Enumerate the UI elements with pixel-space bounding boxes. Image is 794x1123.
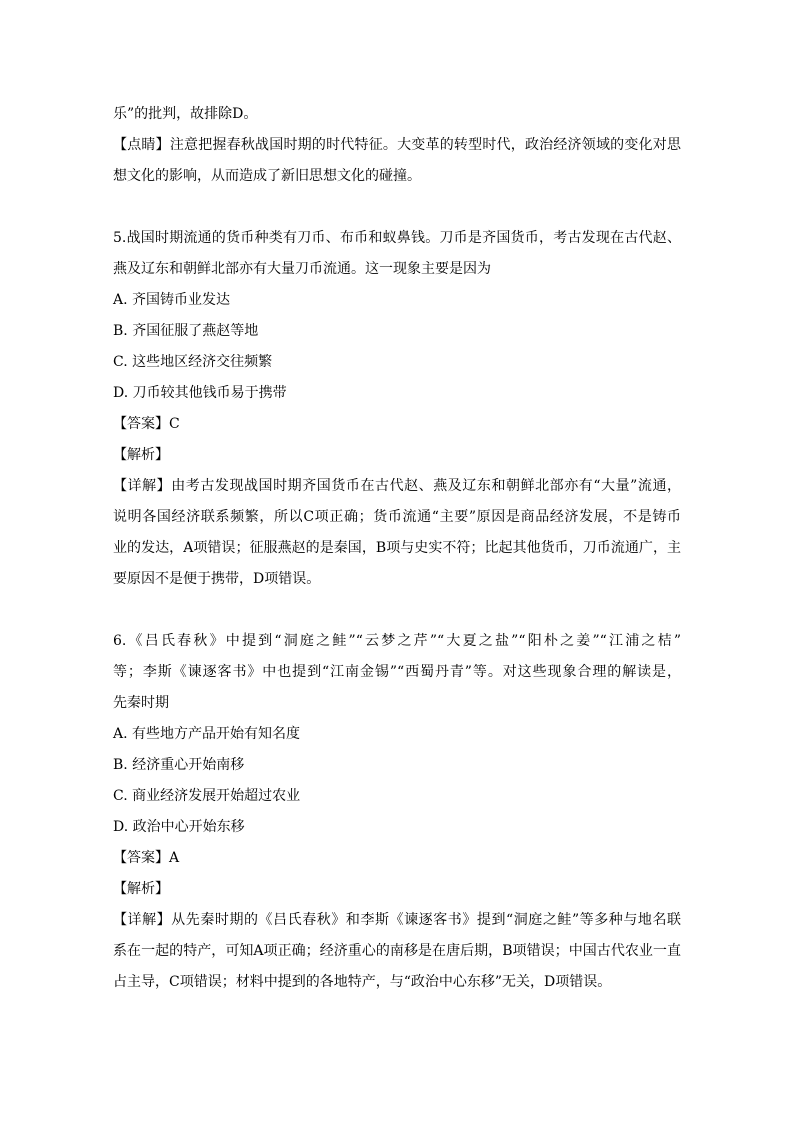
option-b: B. 齐国征服了燕赵等地	[113, 323, 259, 339]
option-d: D. 政治中心开始东移	[113, 819, 245, 835]
text-line: 想文化的影响，从而造成了新旧思想文化的碰撞。	[113, 168, 421, 184]
explanation-line: 【详解】从先秦时期的《吕氏春秋》和李斯《谏逐客书》提到“洞庭之鲑”等多种与地名联	[113, 912, 681, 928]
answer-label: 【答案】A	[113, 850, 180, 866]
option-c: C. 这些地区经济交往频繁	[113, 354, 273, 370]
question-6-stem: 等；李斯《谏逐客书》中也提到“江南金锡”“西蜀丹青”等。对这些现象合理的解读是，	[113, 664, 681, 680]
option-a: A. 有些地方产品开始有知名度	[113, 726, 301, 742]
question-6-stem: 6.《吕氏春秋》中提到“洞庭之鲑”“云梦之芹”“大夏之盐”“阳朴之姜”“江浦之桔”	[113, 633, 681, 649]
question-6-stem: 先秦时期	[113, 695, 169, 711]
explanation-line: 说明各国经济联系频繁，所以C项正确；货币流通“主要”原因是商品经济发展，不是铸币	[113, 509, 681, 525]
option-b: B. 经济重心开始南移	[113, 757, 245, 773]
explanation-line: 【详解】由考古发现战国时期齐国货币在古代赵、燕及辽东和朝鲜北部亦有“大量”流通，	[113, 478, 681, 494]
question-5-stem: 燕及辽东和朝鲜北部亦有大量刀币流通。这一现象主要是因为	[113, 261, 491, 277]
option-c: C. 商业经济发展开始超过农业	[113, 788, 301, 804]
explanation-line: 业的发达，A项错误；征服燕赵的是秦国，B项与史实不符；比起其他货币，刀币流通广，主	[113, 540, 681, 556]
text-line: 【点睛】注意把握春秋战国时期的时代特征。大变革的转型时代，政治经济领域的变化对思	[113, 137, 681, 153]
explanation-line: 要原因不是便于携带，D项错误。	[113, 571, 321, 587]
answer-label: 【答案】C	[113, 416, 180, 432]
question-5-stem: 5.战国时期流通的货币种类有刀币、布币和蚁鼻钱。刀币是齐国货币，考古发现在古代赵、	[113, 230, 681, 246]
text-line: 乐”的批判，故排除D。	[113, 106, 258, 122]
analysis-heading: 【解析】	[113, 881, 169, 897]
option-a: A. 齐国铸币业发达	[113, 292, 231, 308]
explanation-line: 占主导，C项错误；材料中提到的各地特产，与“政治中心东移”无关，D项错误。	[113, 974, 612, 990]
explanation-line: 系在一起的特产，可知A项正确；经济重心的南移是在唐后期，B项错误；中国古代农业一直	[113, 943, 681, 959]
option-d: D. 刀币较其他钱币易于携带	[113, 385, 287, 401]
analysis-heading: 【解析】	[113, 447, 169, 463]
